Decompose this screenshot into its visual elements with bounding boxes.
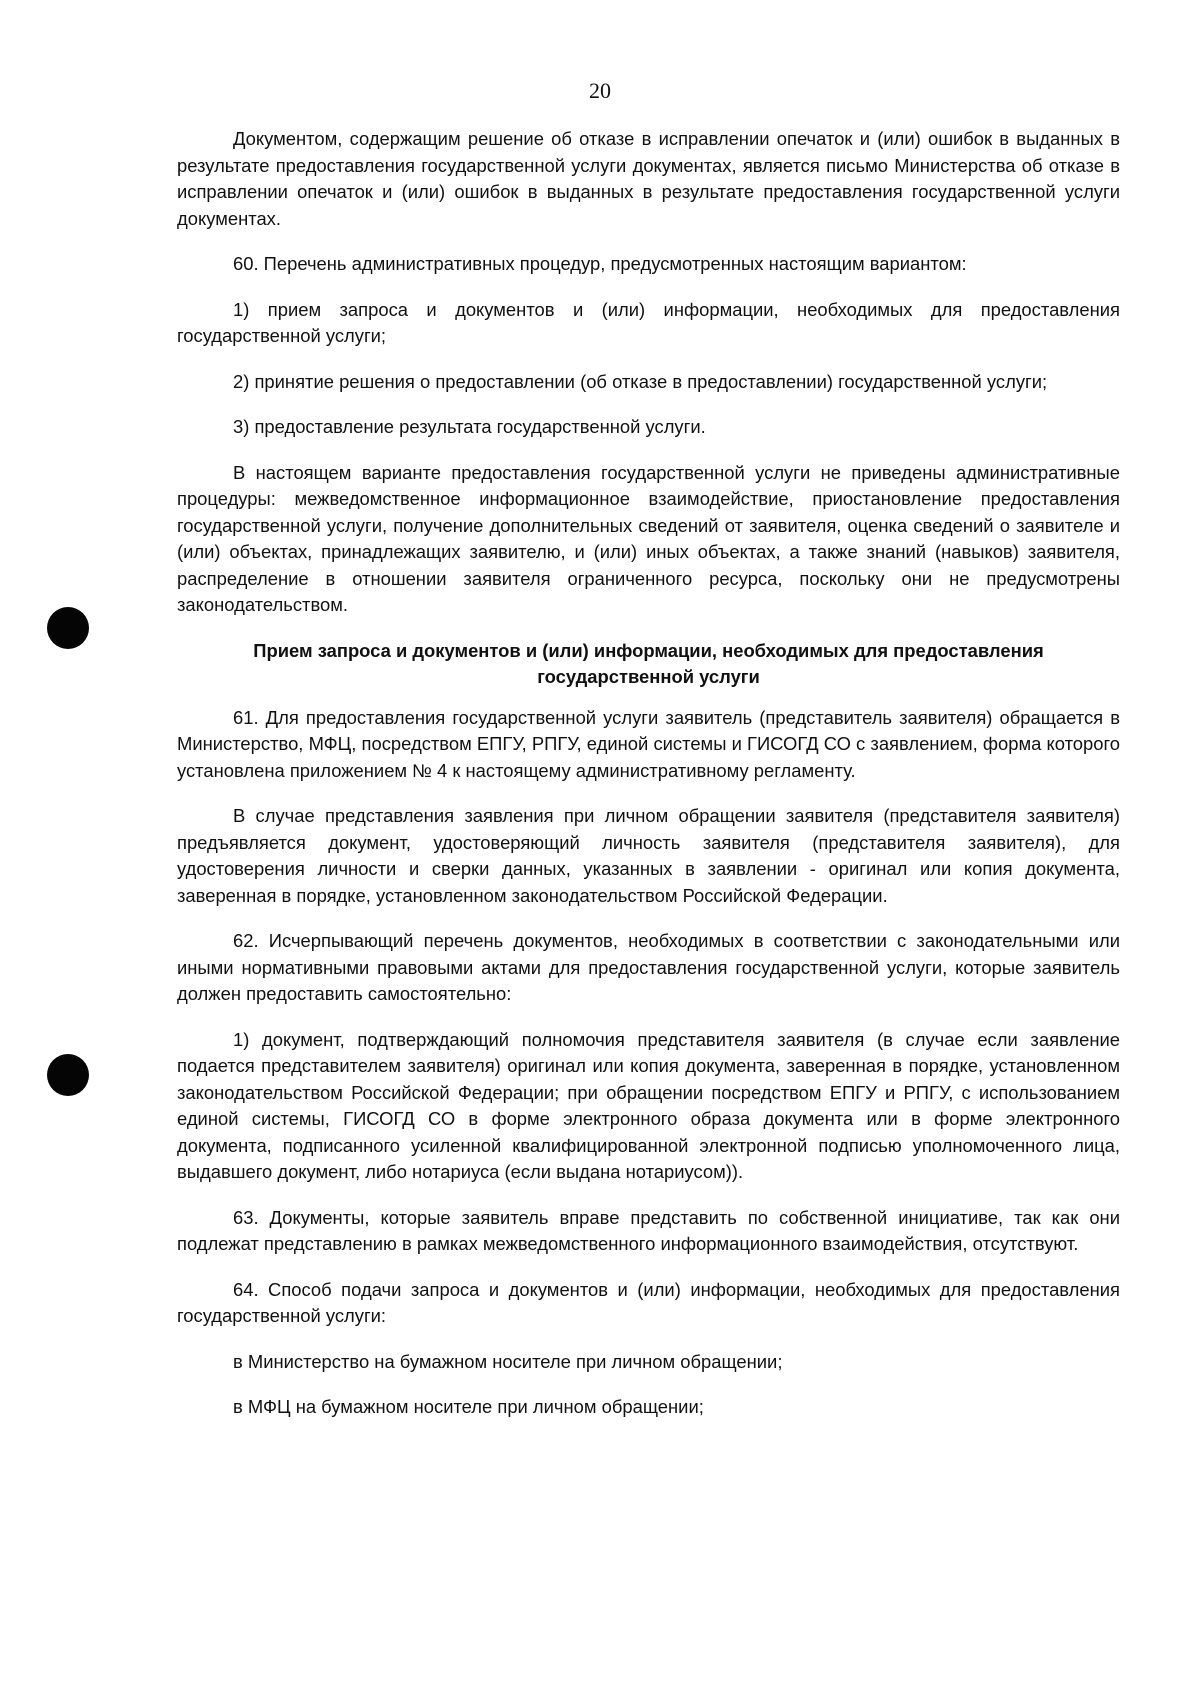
paragraph-refusal-document: Документом, содержащим решение об отказе в исправлении опечаток и (или) ошибок в выданных в результате предоставления государственной услуги документах, является письмо Министерства об отказе в исправлении опечаток и (или) ошибок в выданных в результате предоставления государственной услуги документах.	[177, 128, 1120, 229]
paragraph-identity-document: В случае представления заявления при личном обращении заявителя (представителя заявителя) предъявляется документ, удостоверяющий личность заявителя (представителя заявителя), для удостоверения личности и сверки данных, указанных в заявлении - оригинал или копия документа, заверенная в порядке, установленном законодательством Российской Федерации.	[177, 805, 1120, 906]
page-number: 20	[589, 78, 611, 103]
list-item-mfc-paper: в МФЦ на бумажном носителе при личном обращении;	[233, 1396, 704, 1417]
list-item-procedure-2: 2) принятие решения о предоставлении (об отказе в предоставлении) государственной услуги;	[233, 370, 1048, 392]
list-item-procedure-1: 1) прием запроса и документов и (или) информации, необходимых для предоставления государственной услуги;	[177, 298, 1120, 346]
list-item-ministry-paper: в Министерство на бумажном носителе при личном обращении;	[233, 1350, 783, 1372]
list-item-representative-authority: 1) документ, подтверждающий полномочия представителя заявителя (в случае если заявление подается представителем заявителя) оригинал или копия документа, заверенная в порядке, установленном законодательством Российской Федерации; при обращении посредством ЕПГУ и РПГУ, с использованием единой системы, ГИСОГД СО в форме электронного образа документа или в форме электронного документа, подписанного усиленной квалифицированной электронной подписью уполномоченного лица, выдавшего документ, либо нотариуса (если выдана нотариусом)).	[177, 1028, 1120, 1182]
paragraph-60-procedures-list: 60. Перечень административных процедур, предусмотренных настоящим вариантом:	[233, 253, 967, 274]
paragraph-63-optional-documents: 63. Документы, которые заявитель вправе представить по собственной инициативе, так как они подлежат представлению в рамках межведомственного информационного взаимодействия, отсутствуют.	[177, 1206, 1120, 1254]
paragraph-64-submission-method: 64. Способ подачи запроса и документов и (или) информации, необходимых для предоставления государственной услуги:	[177, 1278, 1120, 1326]
paragraph-62-required-documents: 62. Исчерпывающий перечень документов, необходимых в соответствии с законодательными или иными нормативными правовыми актами для предоставления государственной услуги, которые заявитель должен предоставить самостоятельно:	[177, 930, 1120, 1004]
paragraph-61-application: 61. Для предоставления государственной услуги заявитель (представитель заявителя) обращается в Министерство, МФЦ, посредством ЕПГУ, РПГУ, единой системы и ГИСОГД СО с заявлением, форма которого установлена приложением № 4 к настоящему административному регламенту.	[177, 706, 1120, 781]
paragraph-excluded-procedures: В настоящем варианте предоставления государственной услуги не приведены административные процедуры: межведомственное информационное взаимодействие, приостановление предоставления государственной услуги, получение дополнительных сведений от заявителя, оценка сведений о заявителе и (или) объектах, принадлежащих заявителю, и (или) иных объектах, а также знаний (навыков) заявителя, распределение в отношении заявителя ограниченного ресурса, поскольку они не предусмотрены законодательством.	[177, 461, 1120, 615]
section-heading: Прием запроса и документов и (или) информации, необходимых для предоставления государственной услуги	[253, 639, 1044, 687]
document-body	[177, 126, 1120, 1440]
punch-hole-mark	[47, 607, 89, 649]
punch-hole-mark	[47, 1054, 89, 1096]
list-item-procedure-3: 3) предоставление результата государственной услуги.	[233, 416, 706, 437]
